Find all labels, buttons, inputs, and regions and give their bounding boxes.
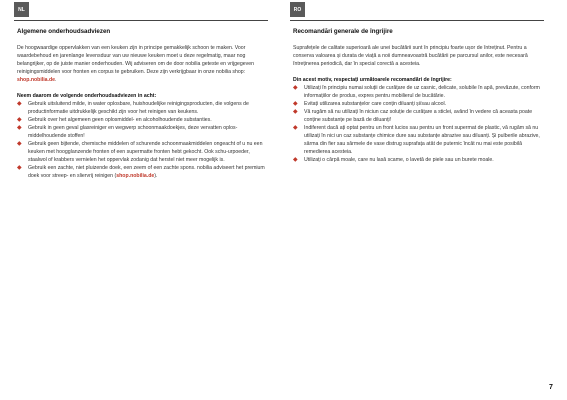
list-item: ◆ Indiferent dacă ați optat pentru un front lucios sau pentru un front supermat de plastic, vă rugăm să nu utilizați în nici un caz substanțe chimice dure sau substanțe abrazive sau diluanți. Și pulberile abrazive, sârma din fier sau sârmele de vase distrug suprafața atât de puternic încât nu mai este posibilă remedierea acesteia.	[293, 125, 540, 155]
shop-link[interactable]: shop.nobilia.de	[17, 77, 56, 83]
list-item: ◆ Gebruik uitsluitend milde, in water oplosbare, huishoudelijke reinigingsproducten, die volgens de productinformatie uitdrukkelijk geschikt zijn voor het reinigen van keukens.	[17, 101, 249, 115]
care-list-nl	[17, 100, 267, 180]
diamond-bullet-icon: ◆	[17, 117, 22, 123]
list-item: ◆ Vă rugăm să nu utilizați în niciun caz soluție de curățare a sticlei, având în vedere că aceasta poate conține substanțe pe bază de diluanți!	[293, 109, 533, 123]
diamond-bullet-icon: ◆	[17, 125, 22, 131]
body-nl	[17, 44, 267, 180]
diamond-bullet-icon: ◆	[293, 109, 298, 115]
list-item: ◆ Utilizați o cârpă moale, care nu lasă scame, o lavetă de piele sau un burete moale.	[293, 157, 494, 163]
diamond-bullet-icon: ◆	[293, 85, 298, 91]
shop-link[interactable]: shop.nobilia.de	[116, 173, 155, 179]
diamond-bullet-icon: ◆	[293, 101, 298, 107]
body-ro	[293, 44, 543, 164]
list-item: ◆ Gebruik een zachte, niet pluizende doek, een zeem of een zachte spons. nobilia adviseert het premium doek voor streep- en sliervrij reinigen (shop.nobilia.de).	[17, 165, 265, 179]
language-badge-ro: RO	[290, 2, 305, 17]
intro-paragraph-nl: De hoogwaardige oppervlakken van een keuken zijn in principe gemakkelijk schoon te maken. Voor waardebehoud en jarenlange levensduur van uw nieuwe keuken moet u deze regelmatig, maar nog belangrijker, op de juiste manier onderhouden. Wij adviseren om de door nobilia geteste en vrijgegeven reinigingsmiddelen voor fronten en corpus te gebruiken. Deze zijn verkrijgbaar in onze nobilia shop: shop.nobilia.de.	[17, 45, 255, 83]
diamond-bullet-icon: ◆	[293, 157, 298, 163]
page-number: 7	[549, 384, 553, 391]
sub-heading-nl: Neem daarom de volgende onderhoudsadviezen in acht:	[17, 93, 157, 99]
language-badge-nl: NL	[14, 2, 29, 17]
care-list-ro	[293, 84, 543, 164]
list-item: ◆ Gebruik geen bijtende, chemische middelen of schurende schoonmaakmiddelen ongeacht of u nu een keuken met hoogglanzende fronten of een supermatte fronten hebt gekocht. Ook schu-urpoeder, staalwol of krabbers vernielen het oppervlak zodanig dat herstel niet meer mogelijk is.	[17, 141, 263, 163]
header-rule	[290, 20, 544, 21]
list-item: ◆ Gebruik in geen geval glasreiniger en wegwerp schoonmaakdoekjes, deze vervatten oplos-middelhoudende stoffen!	[17, 125, 238, 139]
section-heading-ro: Recomandări generale de îngrijire	[293, 28, 393, 35]
diamond-bullet-icon: ◆	[17, 165, 22, 171]
list-item: ◆ Evitați utilizarea substanțelor care conțin diluanți și/sau alcool.	[293, 101, 447, 107]
list-item: ◆ Gebruik over het algemeen geen oplosmiddel- en alcoholhoudende substanties.	[17, 117, 212, 123]
diamond-bullet-icon: ◆	[17, 141, 22, 147]
section-heading-nl: Algemene onderhoudsadviezen	[17, 28, 111, 35]
intro-paragraph-ro: Suprafețele de calitate superioară ale unei bucătării sunt în principiu foarte ușor de întreținut. Pentru a conserva valoarea și durata de viață a noii dumneavoastră bucătării pe parcursul anilor, este necesară întreținerea periodică, dar în special corectă a acesteia.	[293, 45, 528, 67]
header-rule	[14, 20, 268, 21]
diamond-bullet-icon: ◆	[293, 125, 298, 131]
diamond-bullet-icon: ◆	[17, 101, 22, 107]
sub-heading-ro: Din acest motiv, respectați următoarele recomandări de îngrijire:	[293, 77, 452, 83]
list-item: ◆ Utilizați în principiu numai soluții de curățare de uz casnic, delicate, solubile în apă, prevăzute, conform informațiilor de produs, expres pentru mobilierul de bucătărie.	[293, 85, 540, 99]
